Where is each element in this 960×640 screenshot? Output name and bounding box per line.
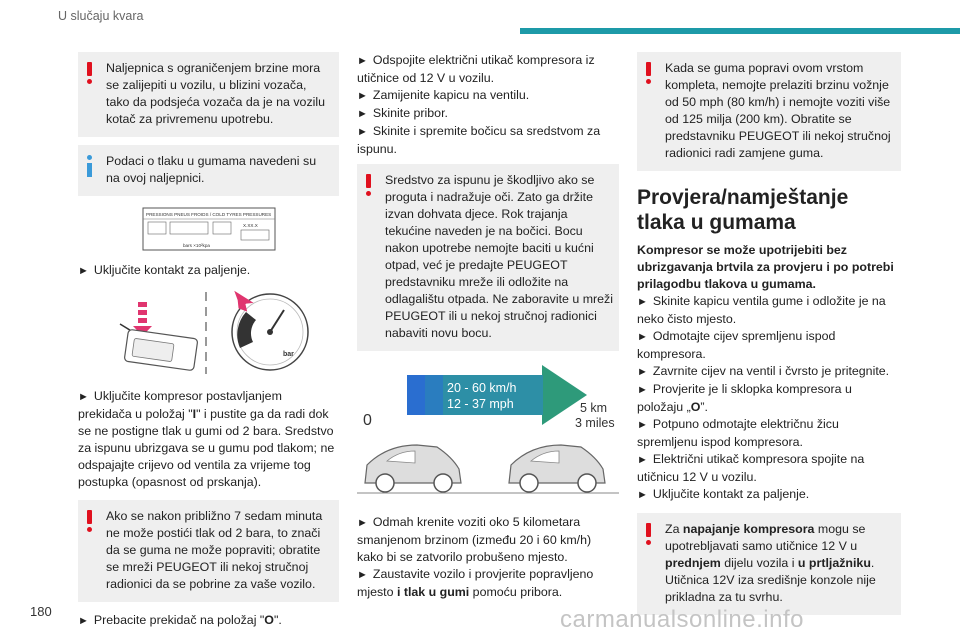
distance-miles: 3 miles — [575, 416, 615, 430]
warning-box-sealant — [357, 164, 619, 351]
header-accent-bar — [520, 28, 960, 34]
step-check: ► Zaustavite vozilo i provjerite popravljeno mjesto i tlak u gumi pomoću pribora. — [357, 567, 594, 599]
warning-text: Ako se nakon približno 7 sedam minuta ne može postići tlak od 2 bara, to znači da se guma ne može popraviti; obratite se mreži PEUGEOT ili nekoj stručnoj radionici da se pobrine za vaše vozilo. — [106, 509, 323, 591]
warning-text: Za napajanje kompresora mogu se upotrebljavati samo utičnice 12 V u prednjem dijelu vozila i u prtljažniku. Utičnica 12V iza središnje konzole nije prikladna za tu svrhu. — [665, 522, 876, 604]
step-cap: ► Zamijenite kapicu na ventilu. — [357, 88, 530, 102]
info-icon — [87, 155, 92, 177]
step-unwind-hose: ► Odmotajte cijev spremljenu ispod kompresora. — [637, 329, 836, 361]
step-plug-in: ► Električni utikač kompresora spojite na utičnicu 12 V u vozilu. — [637, 452, 865, 484]
label-units: bars ×10²kpa — [183, 243, 210, 248]
page-section-title: U slučaju kvara — [58, 9, 144, 23]
warning-icon — [365, 174, 371, 196]
warning-text: Kada se guma popravi ovom vrstom kompleta, nemojte prelaziti brzinu vožnje od 50 mph (80 km/h) i nemojte voziti više od 125 milja (200 km). Obratite se predstavniku PEUGEOT ili nekoj stručnoj radionici radi zamjene guma. — [665, 61, 891, 160]
speed-mph: 12 - 37 mph — [447, 397, 514, 411]
warning-box-speed-limit — [637, 52, 901, 171]
drive-distance-figure — [357, 365, 619, 505]
watermark: carmanualsonline.info — [560, 606, 804, 633]
warning-icon — [86, 62, 92, 84]
start-zero: 0 — [363, 412, 372, 429]
intro-text: Kompresor se može upotrijebiti bez ubrizgavanja brtvila za provjeru i po potrebi prilagodbu tlakova u gumama. — [637, 243, 894, 291]
column-2 — [357, 52, 619, 601]
step-screw-hose: ► Zavrnite cijev na ventil i čvrsto je pritegnite. — [637, 364, 890, 378]
pressure-label-svg — [78, 200, 339, 260]
step-compressor-on: ► Uključite kompresor postavljanjem prekidača u položaj "I" i pustite ga da radi dok se ne postigne tlak u gumi od 2 bara. Sredstvo za ispunu ubrizgava se u gumu pod tlakom; ne odspajajte crijevo od ventila za vrijeme tog postupka (opasnost od prskanja). — [78, 389, 335, 489]
warning-text: Naljepnica s ograničenjem brzine mora se zalijepiti u vozilu, u blizini vozača, tako da podsjeća vozača da je na vozilu kotač za privremenu upotrebu. — [106, 61, 326, 126]
section-heading: Provjera/namještanje tlaka u gumama — [637, 186, 849, 234]
gauge-unit: bar — [283, 351, 294, 358]
step-switch-off: ► Prebacite prekidač na položaj "O". — [78, 613, 282, 627]
warning-icon — [645, 523, 651, 545]
step-ignition-on: ► Uključite kontakt za paljenje. — [637, 487, 810, 501]
info-box-pressure — [78, 145, 339, 196]
warning-box-label — [78, 52, 339, 137]
step-unwind-cable: ► Potpuno odmotajte električnu žicu spremljenu ispod kompresora. — [637, 417, 839, 449]
warning-text: Sredstvo za ispunu je škodljivo ako se proguta i nadražuje oči. Zato ga držite izvan dohvata djece. Rok trajanja tekućine naveden je na bočici. Bocu nakon upotrebe nemojte baciti u kućni otpad, već je predajte PEUGEOT predstavniku mreže ili odložite na odlagalištu otpada. Ne zaboravite u mreži PEUGEOT ili u nekoj stručnoj radionici nabaviti novu bocu. — [385, 173, 613, 340]
drive-distance-svg — [357, 365, 619, 505]
warning-icon — [86, 510, 92, 532]
car-start-icon — [365, 445, 461, 492]
compressor-gauge-svg — [78, 284, 339, 380]
label-header: PRESSIONS PNEUS FROIDS / COLD TYRES PRESSURES — [146, 212, 272, 217]
speed-kmh: 20 - 60 km/h — [447, 381, 517, 395]
step-ignition: ► Uključite kontakt za paljenje. — [78, 263, 251, 277]
step-store-bottle: ► Skinite i spremite bočicu sa sredstvom za ispunu. — [357, 124, 601, 156]
warning-box-sockets — [637, 513, 901, 615]
distance-km: 5 km — [580, 401, 608, 415]
car-end-icon — [509, 445, 605, 492]
pressure-label-figure — [78, 200, 339, 260]
column-3 — [637, 52, 901, 615]
info-text: Podaci o tlaku u gumama navedeni su na ovoj naljepnici. — [106, 154, 317, 185]
warning-icon — [645, 62, 651, 84]
step-unplug: ► Odspojite električni utikač kompresora iz utičnice od 12 V u vozilu. — [357, 53, 595, 85]
step-drive: ► Odmah krenite voziti oko 5 kilometara smanjenom brzinom (između 20 i 60 km/h) kako bi se zatvorilo probušeno mjesto. — [357, 515, 592, 564]
warning-box-7min — [78, 500, 339, 602]
column-1 — [78, 52, 339, 630]
compressor-gauge-figure — [78, 284, 339, 380]
step-switch-position: ► Provjerite je li sklopka kompresora u položaju „O”. — [637, 382, 852, 414]
page-number: 180 — [30, 604, 52, 619]
label-code: X.XX.X — [243, 223, 258, 228]
step-remove: ► Skinite pribor. — [357, 106, 448, 120]
step-valve-cap: ► Skinite kapicu ventila gume i odložite je na neko čisto mjesto. — [637, 294, 886, 326]
